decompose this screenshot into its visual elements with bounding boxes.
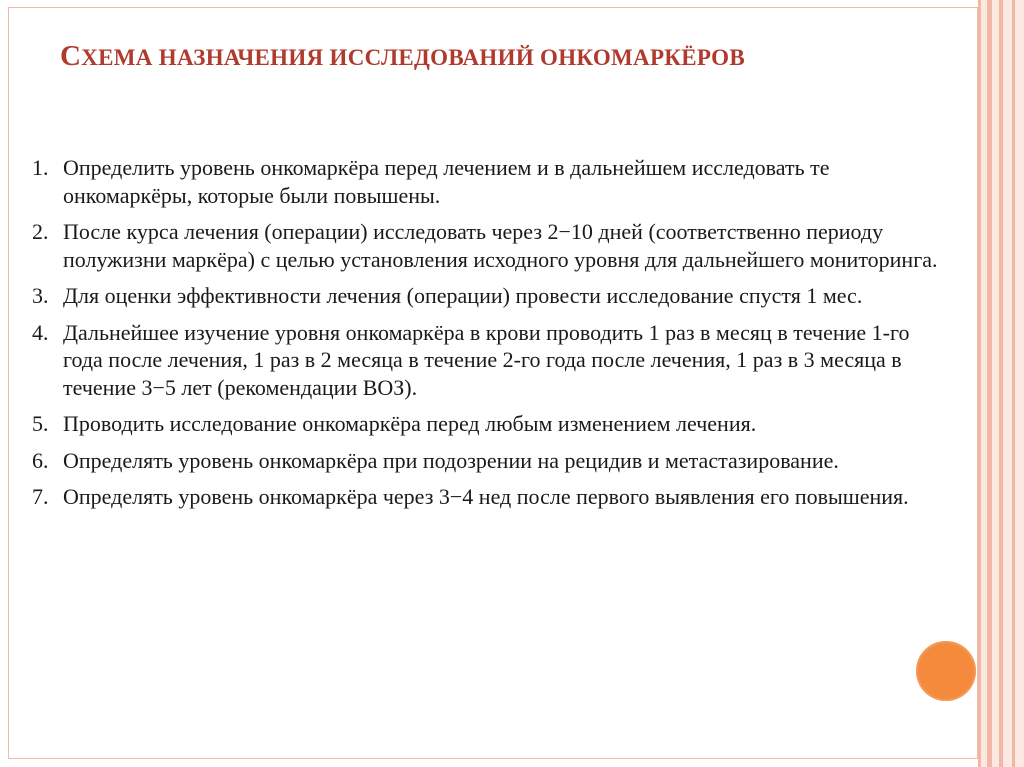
item-text: После курса лечения (операции) исследовать через 2−10 дней (соответственно периоду полужизни маркёра) с целью установления исходного уровня для дальнейшего мониторинга. <box>63 219 938 272</box>
slide-title <box>60 40 745 73</box>
stripe <box>1012 0 1015 767</box>
list-item <box>32 410 952 438</box>
item-text: Определять уровень онкомаркёра при подозрении на рецидив и метастазирование. <box>63 447 839 473</box>
list-item <box>32 319 952 402</box>
item-number: 3. <box>32 283 49 308</box>
list-item <box>32 282 952 310</box>
item-text: Дальнейшее изучение уровня онкомаркёра в крови проводить 1 раз в месяц в течение 1-го года после лечения, 1 раз в 2 месяца в течение 2-го года после лечения, 1 раз в 3 месяца в течение 3−5 лет (рекомендации ВОЗ). <box>63 319 910 400</box>
stripe <box>978 0 981 767</box>
item-number: 4. <box>32 319 49 345</box>
stripe <box>999 0 1003 767</box>
item-number: 1. <box>32 155 49 180</box>
stripe <box>987 0 992 767</box>
list-item <box>32 154 952 209</box>
list-item <box>32 483 952 511</box>
item-text: Определять уровень онкомаркёра через 3−4 нед после первого выявления его повышения. <box>63 484 909 509</box>
list-item <box>32 447 952 475</box>
item-text: Проводить исследование онкомаркёра перед любым изменением лечения. <box>63 411 757 436</box>
item-number: 6. <box>32 447 49 473</box>
item-number: 5. <box>32 411 49 436</box>
orange-circle-decoration <box>916 641 976 701</box>
title-rest: ХЕМА НАЗНАЧЕНИЯ ИССЛЕДОВАНИЙ ОНКОМАРКЁРОВ <box>81 45 745 70</box>
item-number: 2. <box>32 219 49 244</box>
item-text: Определить уровень онкомаркёра перед лечением и в дальнейшем исследовать те онкомаркёры, которые были повышены. <box>63 155 830 208</box>
item-text: Для оценки эффективности лечения (операции) провести исследование спустя 1 мес. <box>63 283 863 308</box>
decorative-stripes <box>978 0 1024 767</box>
list-item <box>32 218 952 273</box>
item-number: 7. <box>32 484 49 509</box>
numbered-list <box>32 154 952 520</box>
title-initial: С <box>60 40 82 72</box>
